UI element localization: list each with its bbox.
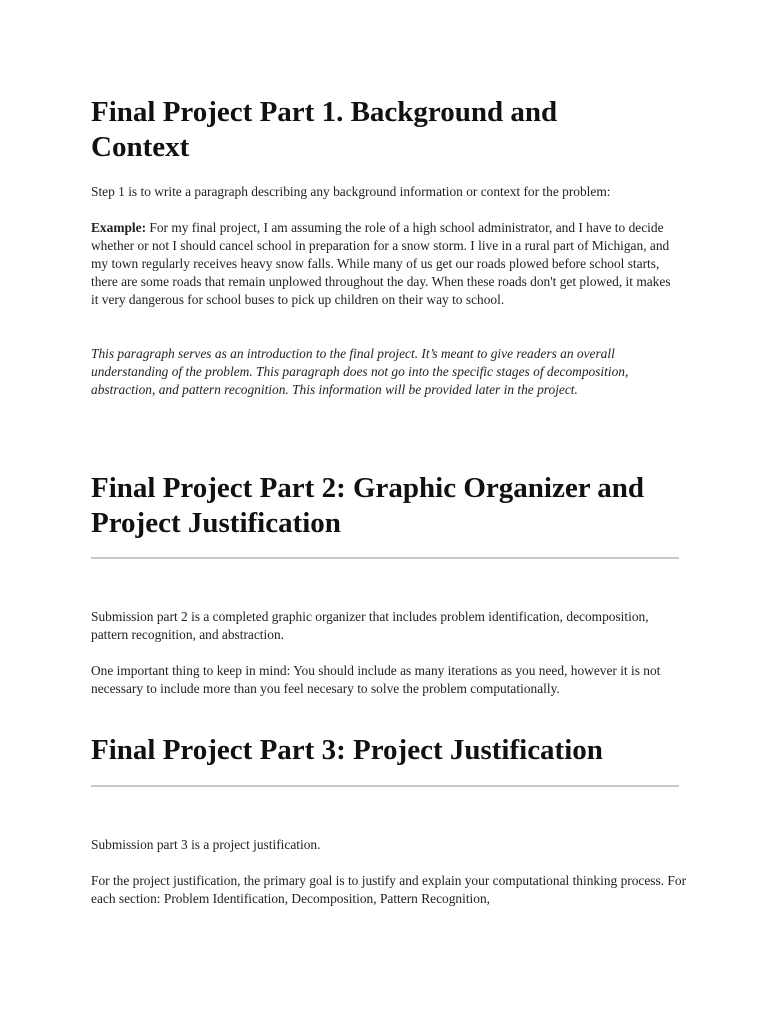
section-3-justification-paragraph: For the project justification, the primary goal is to justify and explain your computational thinking process. For each section: Problem Identification, Decomposition, Pattern Recognition, bbox=[91, 873, 687, 906]
section-2-divider bbox=[91, 557, 679, 559]
example-label: Example: bbox=[91, 220, 147, 235]
example-text: For my final project, I am assuming the role of a high school administrator, and I have to decide whether or not I should cancel school in preparation for a snow storm. I live in a rural part of Michigan, and my town regularly receives heavy snow falls. While many of us get our roads plowed before school starts, there are some roads that remain unplowed throughout the day. When these roads don't get plowed, it makes it very dangerous for school buses to pick up children on their way to school. bbox=[91, 220, 671, 307]
section-3-heading: Final Project Part 3: Project Justification bbox=[91, 734, 603, 766]
section-3-divider bbox=[91, 785, 679, 787]
section-2-submission-paragraph: Submission part 2 is a completed graphic organizer that includes problem identification, decomposition, pattern recognition, and abstraction. bbox=[91, 609, 649, 642]
section-2-keep-in-mind-paragraph: One important thing to keep in mind: You should include as many iterations as you need, however it is not necessary to include more than you feel necesary to solve the problem computationally. bbox=[91, 663, 661, 696]
section-1-heading: Final Project Part 1. Background and Context bbox=[91, 96, 558, 163]
section-1-example-paragraph bbox=[91, 219, 681, 309]
section-2-heading: Final Project Part 2: Graphic Organizer and Project Justification bbox=[91, 472, 645, 539]
section-1-note-paragraph: This paragraph serves as an introduction to the final project. It’s meant to give readers an overall understanding of the problem. This paragraph does not go into the specific stages of decomposition, abstraction, and pattern recognition. This information will be provided later in the project. bbox=[91, 346, 629, 397]
section-3-submission-paragraph: Submission part 3 is a project justification. bbox=[91, 837, 321, 852]
section-1-step-paragraph: Step 1 is to write a paragraph describing any background information or context for the problem: bbox=[91, 184, 611, 199]
